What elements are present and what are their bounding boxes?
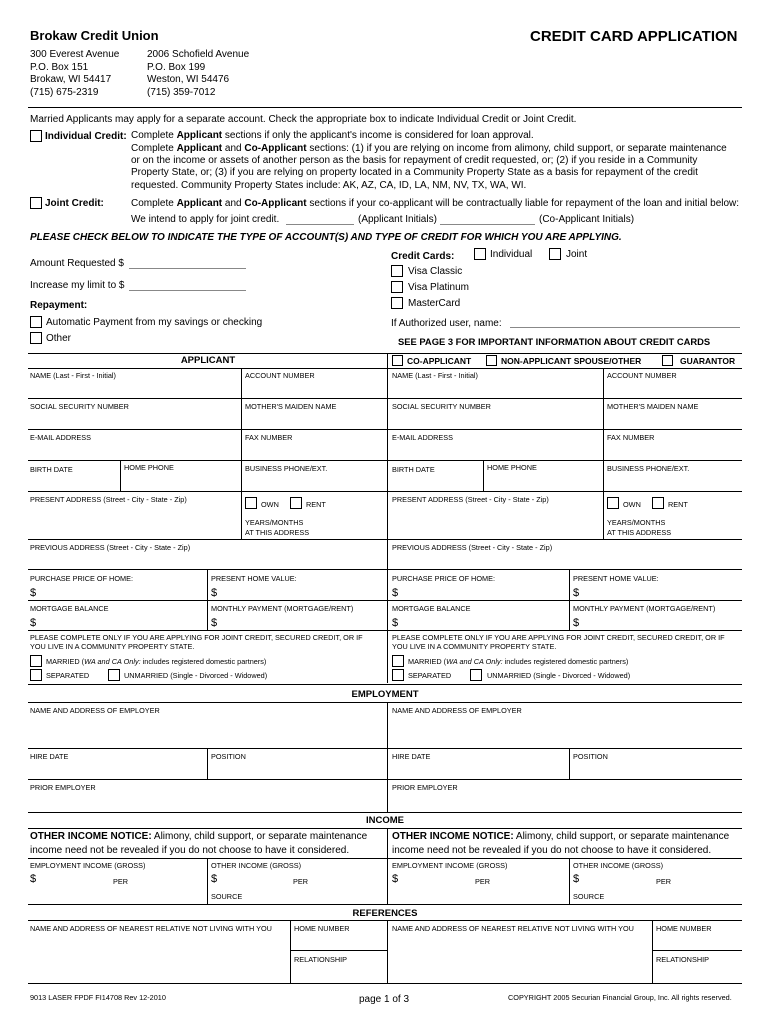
text: YOU LIVE IN A COMMUNITY PROPERTY STATE. (392, 642, 557, 651)
co-own-checkbox[interactable] (607, 497, 619, 509)
co-unmarried-checkbox[interactable] (470, 669, 482, 681)
text: AT THIS ADDRESS (245, 527, 310, 537)
co-present-value-field[interactable]: PRESENT HOME VALUE: (573, 574, 659, 583)
text-bold: Applicant (176, 130, 223, 141)
col-divider (241, 368, 242, 491)
married-label (408, 657, 628, 666)
income-heading: INCOME (366, 815, 404, 826)
text-italic: WA and CA Only: (446, 657, 503, 666)
co-applicant-initials-label: (Co-Applicant Initials) (539, 214, 635, 225)
co-rent-checkbox[interactable] (652, 497, 664, 509)
applicant-oin-line2: income need not be revealed if you do not choose to have it considered. (30, 845, 350, 856)
dollar-sign: $ (211, 617, 218, 629)
applicant-bus-phone-field[interactable]: BUSINESS PHONE/EXT. (245, 464, 328, 473)
text: PLEASE COMPLETE ONLY IF YOU ARE APPLYING FOR JOINT CREDIT, SECURED CREDIT, OR IF (30, 633, 363, 642)
employment-heading: EMPLOYMENT (351, 689, 419, 700)
dollar-sign: $ (573, 873, 580, 885)
dollar-sign: $ (573, 617, 580, 629)
col-divider (120, 460, 121, 491)
dollar-sign: $ (211, 587, 218, 599)
applicant-fax-field[interactable]: FAX NUMBER (245, 433, 293, 442)
copyright: COPYRIGHT 2005 Securian Financial Group, Inc. All rights reserved. (508, 993, 732, 1002)
form-title: CREDIT CARD APPLICATION (530, 28, 738, 45)
authorized-user-label: If Authorized user, name: (391, 318, 502, 329)
dollar-sign: $ (573, 587, 580, 599)
row-line (28, 600, 742, 601)
text-bold: OTHER INCOME NOTICE: (392, 831, 514, 842)
applicant-years-field[interactable] (245, 518, 309, 537)
co-applicant-heading: CO-APPLICANT (407, 356, 472, 366)
joint-card-checkbox[interactable] (549, 248, 561, 260)
row-line (28, 858, 742, 859)
visa-platinum-checkbox[interactable] (391, 281, 403, 293)
other-repayment-checkbox[interactable] (30, 332, 42, 344)
individual-credit-label: Individual Credit: (45, 131, 127, 142)
co-mortgage-field[interactable]: MORTGAGE BALANCE (392, 604, 471, 613)
row-line (28, 779, 742, 780)
col-divider (569, 858, 570, 904)
auto-payment-checkbox[interactable] (30, 316, 42, 328)
text: PLEASE COMPLETE ONLY IF YOU ARE APPLYING FOR JOINT CREDIT, SECURED CREDIT, OR IF (392, 633, 725, 642)
text: Complete (131, 143, 177, 154)
rent-label: RENT (668, 500, 688, 509)
mastercard-label: MasterCard (408, 298, 461, 309)
per-label: PER (475, 877, 491, 886)
co-married-checkbox[interactable] (392, 655, 404, 667)
co-oin-line2: income need not be revealed if you do not choose to have it considered. (392, 845, 712, 856)
applicant-separated-checkbox[interactable] (30, 669, 42, 681)
individual-card-label: Individual (490, 249, 533, 260)
co-account-field[interactable]: ACCOUNT NUMBER (607, 371, 677, 380)
co-birth-field[interactable]: BIRTH DATE (392, 465, 435, 474)
row-line (28, 630, 742, 631)
row-line (28, 748, 742, 749)
text: MARRIED ( (46, 657, 85, 666)
increase-limit-label: Increase my limit to $ (30, 280, 125, 291)
text: Alimony, child support, or separate maintenance (513, 831, 730, 842)
dollar-sign: $ (392, 587, 399, 599)
per-label: PER (293, 877, 309, 886)
applicant-heading: APPLICANT (180, 355, 236, 366)
row-line (28, 539, 742, 540)
addr-line: 2006 Schofield Avenue (147, 49, 250, 60)
dollar-sign: $ (30, 587, 37, 599)
row-line (28, 812, 742, 813)
text-bold: Co-Applicant (244, 198, 307, 209)
individual-line-2 (131, 143, 727, 154)
text: and (222, 198, 245, 209)
co-ref-home-field[interactable]: HOME NUMBER (656, 924, 712, 933)
applicant-prior-employer-field[interactable]: PRIOR EMPLOYER (30, 783, 96, 792)
text: Complete (131, 198, 177, 209)
repayment-label: Repayment: (30, 300, 88, 311)
col-divider (603, 491, 604, 539)
col-divider (652, 920, 653, 983)
married-label (46, 657, 266, 666)
col-divider (207, 569, 208, 630)
col-divider (603, 368, 604, 491)
applicant-account-field[interactable]: ACCOUNT NUMBER (245, 371, 315, 380)
text: Alimony, child support, or separate maintenance (151, 831, 368, 842)
references-heading: REFERENCES (352, 908, 418, 919)
visa-classic-checkbox[interactable] (391, 265, 403, 277)
co-fax-field[interactable]: FAX NUMBER (607, 433, 655, 442)
individual-line-4: Property State, or; (3) if you are relying on property located in a Community Property State as a basis for repayment of the credit (131, 167, 698, 178)
own-label: OWN (623, 500, 641, 509)
co-purchase-field[interactable]: PURCHASE PRICE OF HOME: (392, 574, 495, 583)
co-years-field[interactable] (607, 518, 671, 537)
row-line (28, 569, 742, 570)
applicant-email-field[interactable]: E-MAIL ADDRESS (30, 433, 91, 442)
visa-classic-label: Visa Classic (408, 266, 463, 277)
text-bold: Applicant (176, 143, 223, 154)
amount-requested-field[interactable] (129, 268, 246, 269)
addr-line: (715) 675-2319 (30, 86, 99, 98)
addr-line: Brokaw, WI 54417 (30, 74, 112, 85)
individual-card-checkbox[interactable] (474, 248, 486, 260)
text: sections if your co-applicant will be contractually liable for repayment of the loan and initial below: (306, 198, 740, 209)
co-hire-field[interactable]: HIRE DATE (392, 752, 431, 761)
address-weston (147, 49, 249, 99)
text: AT THIS ADDRESS (607, 527, 672, 537)
separated-label: SEPARATED (46, 671, 90, 680)
applicant-unmarried-checkbox[interactable] (108, 669, 120, 681)
co-relative-field[interactable]: NAME AND ADDRESS OF NEAREST RELATIVE NOT LIVING WITH YOU (392, 924, 634, 933)
dollar-sign: $ (392, 617, 399, 629)
col-divider (241, 491, 242, 539)
applicant-rent-checkbox[interactable] (290, 497, 302, 509)
applicant-ssn-field[interactable]: SOCIAL SECURITY NUMBER (30, 402, 129, 411)
row-line (28, 702, 742, 703)
address-brokaw (30, 49, 119, 99)
own-label: OWN (261, 500, 279, 509)
guarantor-heading: GUARANTOR (680, 356, 736, 366)
applicant-position-field[interactable]: POSITION (211, 752, 246, 761)
row-line (28, 828, 742, 829)
center-divider (387, 920, 388, 983)
text: Complete (131, 130, 177, 141)
co-present-address-field[interactable]: PRESENT ADDRESS (Street - City - State - Zip) (392, 495, 549, 504)
text: sections: (1) if you are relying on income from alimony, child support, or separate maintenance (306, 143, 727, 154)
addr-line: 300 Everest Avenue (30, 49, 120, 60)
mastercard-checkbox[interactable] (391, 297, 403, 309)
auto-payment-label: Automatic Payment from my savings or checking (46, 317, 263, 328)
applicant-monthly-field[interactable]: MONTHLY PAYMENT (MORTGAGE/RENT) (211, 604, 354, 613)
check-heading: PLEASE CHECK BELOW TO INDICATE THE TYPE OF ACCOUNT(S) AND TYPE OF CREDIT FOR WHICH YOU ARE APPLYING. (30, 232, 622, 243)
col-divider (569, 748, 570, 779)
row-line (28, 684, 742, 685)
applicant-name-field[interactable]: NAME (Last - First - Initial) (30, 371, 116, 380)
co-joint-note (392, 633, 725, 651)
applicant-relative-field[interactable]: NAME AND ADDRESS OF NEAREST RELATIVE NOT LIVING WITH YOU (30, 924, 272, 933)
row-line (28, 398, 742, 399)
joint-credit-checkbox[interactable] (30, 197, 42, 209)
applicant-own-checkbox[interactable] (245, 497, 257, 509)
row-line (28, 429, 742, 430)
co-email-field[interactable]: E-MAIL ADDRESS (392, 433, 453, 442)
text: sections if only the applicant's income is considered for loan approval. (222, 130, 534, 141)
co-prior-employer-field[interactable]: PRIOR EMPLOYER (392, 783, 458, 792)
text-italic: WA and CA Only: (84, 657, 141, 666)
individual-line-3: or on the income or assets of another person as the basis for repayment of credit requested, or; (2) if you reside in a Community (131, 155, 698, 166)
col-divider (483, 460, 484, 491)
applicant-oin-line1 (30, 831, 367, 842)
org-name: Brokaw Credit Union (30, 28, 159, 43)
row-line (28, 983, 742, 984)
applicant-home-phone-field[interactable]: HOME PHONE (124, 463, 174, 472)
center-divider (387, 353, 388, 683)
applicant-previous-address-field[interactable]: PREVIOUS ADDRESS (Street - City - State - Zip) (30, 543, 191, 552)
increase-limit-field[interactable] (129, 290, 246, 291)
visa-platinum-label: Visa Platinum (408, 282, 469, 293)
co-applicant-checkbox[interactable] (392, 355, 403, 366)
married-note: Married Applicants may apply for a separate account. Check the appropriate box to indicate Individual Credit or Joint Credit. (30, 114, 577, 125)
unmarried-label: UNMARRIED (Single - Divorced - Widowed) (124, 671, 268, 680)
co-separated-checkbox[interactable] (392, 669, 404, 681)
form-number: 9013 LASER FPDF FI14708 Rev 12-2010 (30, 993, 166, 1002)
row-line (28, 460, 742, 461)
authorized-user-field[interactable] (510, 327, 740, 328)
addr-line: Weston, WI 54476 (147, 74, 230, 85)
guarantor-checkbox[interactable] (662, 355, 673, 366)
co-other-income-field[interactable]: OTHER INCOME (GROSS) (573, 861, 663, 870)
text: includes registered domestic partners) (140, 657, 267, 666)
co-monthly-field[interactable]: MONTHLY PAYMENT (MORTGAGE/RENT) (573, 604, 716, 613)
center-divider (387, 828, 388, 904)
joint-line-2: We intend to apply for joint credit. (131, 214, 280, 225)
applicant-birth-field[interactable]: BIRTH DATE (30, 465, 73, 474)
text: YEARS/MONTHS (245, 518, 304, 527)
text-bold: Co-Applicant (244, 143, 307, 154)
applicant-ref-home-field[interactable]: HOME NUMBER (294, 924, 350, 933)
credit-cards-label: Credit Cards: (391, 251, 455, 262)
other-repayment-label: Other (46, 333, 72, 344)
row-line (28, 920, 742, 921)
co-emp-income-field[interactable]: EMPLOYMENT INCOME (GROSS) (392, 861, 508, 870)
co-ssn-field[interactable]: SOCIAL SECURITY NUMBER (392, 402, 491, 411)
row-line (28, 368, 742, 369)
individual-line-1 (131, 130, 534, 141)
applicant-source-field[interactable]: SOURCE (211, 892, 243, 901)
individual-line-5: requested. Community Property States include: AK, AZ, CA, ID, LA, NM, NV, TX, WA, WI. (131, 180, 527, 191)
joint-line-1 (131, 198, 739, 209)
dollar-sign: $ (392, 873, 399, 885)
col-divider (207, 858, 208, 904)
co-bus-phone-field[interactable]: BUSINESS PHONE/EXT. (607, 464, 690, 473)
applicant-joint-note (30, 633, 363, 651)
applicant-relationship-field[interactable]: RELATIONSHIP (294, 955, 347, 964)
applicant-other-income-field[interactable]: OTHER INCOME (GROSS) (211, 861, 301, 870)
applicant-present-value-field[interactable]: PRESENT HOME VALUE: (211, 574, 297, 583)
rent-label: RENT (306, 500, 326, 509)
text: YOU LIVE IN A COMMUNITY PROPERTY STATE. (30, 642, 195, 651)
page-number: page 1 of 3 (359, 994, 410, 1005)
addr-line: P.O. Box 199 (147, 61, 206, 73)
per-label: PER (656, 877, 672, 886)
co-position-field[interactable]: POSITION (573, 752, 608, 761)
col-divider (569, 569, 570, 630)
table-top-border (28, 353, 742, 354)
unmarried-label: UNMARRIED (Single - Divorced - Widowed) (487, 671, 631, 680)
co-oin-line1 (392, 831, 729, 842)
co-maiden-field[interactable]: MOTHER'S MAIDEN NAME (607, 402, 699, 411)
text: includes registered domestic partners) (502, 657, 629, 666)
dollar-sign: $ (30, 873, 37, 885)
dollar-sign: $ (30, 617, 37, 629)
applicant-emp-income-field[interactable]: EMPLOYMENT INCOME (GROSS) (30, 861, 146, 870)
amount-requested-label: Amount Requested $ (30, 258, 124, 269)
col-divider (207, 748, 208, 779)
applicant-initials-line[interactable] (286, 224, 354, 225)
applicant-maiden-field[interactable]: MOTHER'S MAIDEN NAME (245, 402, 337, 411)
dollar-sign: $ (211, 873, 218, 885)
text: YEARS/MONTHS (607, 518, 666, 527)
applicant-initials-label: (Applicant Initials) (358, 214, 437, 225)
addr-line: P.O. Box 151 (30, 61, 89, 73)
applicant-present-address-field[interactable]: PRESENT ADDRESS (Street - City - State - Zip) (30, 495, 187, 504)
co-source-field[interactable]: SOURCE (573, 892, 605, 901)
addr-line: (715) 359-7012 (147, 86, 216, 98)
separated-label: SEPARATED (408, 671, 452, 680)
text: MARRIED ( (408, 657, 447, 666)
individual-credit-checkbox[interactable] (30, 130, 42, 142)
text-bold: Applicant (176, 198, 223, 209)
center-divider (387, 702, 388, 812)
per-label: PER (113, 877, 129, 886)
applicant-mortgage-field[interactable]: MORTGAGE BALANCE (30, 604, 109, 613)
applicant-purchase-field[interactable]: PURCHASE PRICE OF HOME: (30, 574, 133, 583)
col-divider (290, 920, 291, 983)
row-line (28, 904, 742, 905)
row-line (652, 950, 742, 951)
co-applicant-initials-line[interactable] (440, 224, 535, 225)
row-line (290, 950, 387, 951)
applicant-employer-field[interactable]: NAME AND ADDRESS OF EMPLOYER (30, 706, 160, 715)
non-applicant-checkbox[interactable] (486, 355, 497, 366)
co-name-field[interactable]: NAME (Last - First - Initial) (392, 371, 478, 380)
non-applicant-heading: NON-APPLICANT SPOUSE/OTHER (501, 356, 642, 366)
text: and (222, 143, 245, 154)
co-employer-field[interactable]: NAME AND ADDRESS OF EMPLOYER (392, 706, 522, 715)
co-relationship-field[interactable]: RELATIONSHIP (656, 955, 709, 964)
applicant-hire-field[interactable]: HIRE DATE (30, 752, 69, 761)
header-divider (28, 107, 742, 108)
joint-card-label: Joint (566, 249, 588, 260)
co-home-phone-field[interactable]: HOME PHONE (487, 463, 537, 472)
joint-credit-label: Joint Credit: (45, 198, 104, 209)
see-page-3-note: SEE PAGE 3 FOR IMPORTANT INFORMATION ABOUT CREDIT CARDS (398, 336, 711, 347)
row-line (28, 491, 742, 492)
co-previous-address-field[interactable]: PREVIOUS ADDRESS (Street - City - State - Zip) (392, 543, 553, 552)
applicant-married-checkbox[interactable] (30, 655, 42, 667)
text-bold: OTHER INCOME NOTICE: (30, 831, 152, 842)
